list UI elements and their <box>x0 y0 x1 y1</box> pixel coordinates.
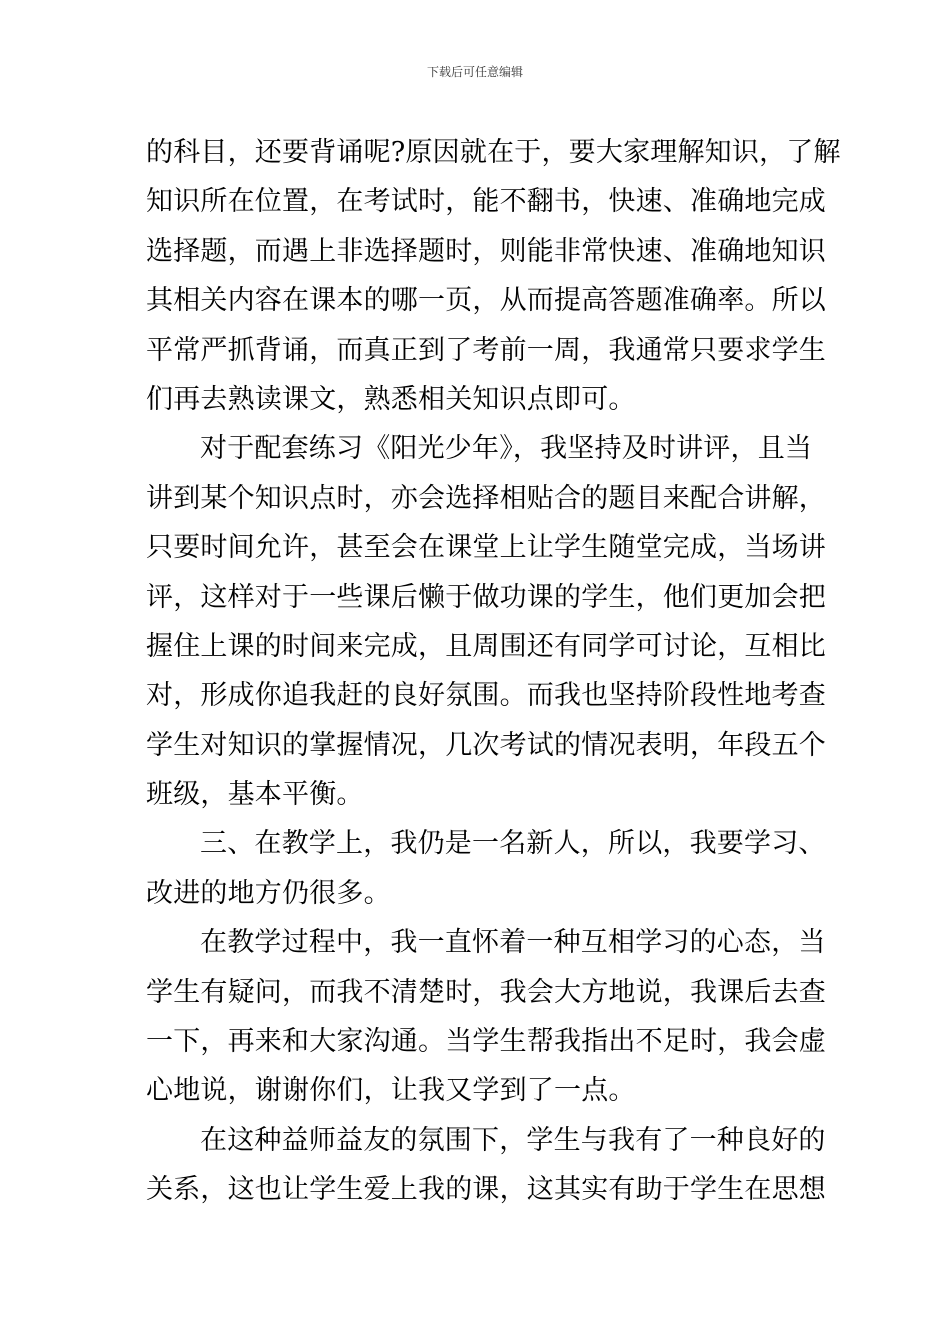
text-line: 评，这样对于一些课后懒于做功课的学生，他们更加会把 <box>146 581 826 613</box>
text-line: 学生有疑问，而我不清楚时，我会大方地说，我课后去查 <box>146 976 826 1008</box>
text-line: 一下，再来和大家沟通。当学生帮我指出不足时，我会虚 <box>146 1026 826 1058</box>
text-line: 对，形成你追我赶的良好氛围。而我也坚持阶段性地考查 <box>146 680 826 712</box>
page-header-note: 下载后可任意编辑 <box>426 65 523 79</box>
text-line: 三、在教学上，我仍是一名新人，所以，我要学习、 <box>200 828 826 860</box>
text-line: 的科目，还要背诵呢?原因就在于，要大家理解知识，了解 <box>146 137 841 168</box>
text-line: 平常严抓背诵，而真正到了考前一周，我通常只要求学生 <box>146 334 826 366</box>
text-line: 讲到某个知识点时，亦会选择相贴合的题目来配合讲解， <box>146 482 826 514</box>
text-line: 知识所在位置，在考试时，能不翻书，快速、准确地完成 <box>146 186 826 218</box>
text-line: 班级，基本平衡。 <box>146 779 364 811</box>
text-line: 选择题，而遇上非选择题时，则能非常快速、准确地知识 <box>146 235 826 267</box>
text-line: 在这种益师益友的氛围下，学生与我有了一种良好的 <box>200 1124 826 1156</box>
text-line: 握住上课的时间来完成，且周围还有同学可讨论，互相比 <box>146 630 826 662</box>
text-line: 学生对知识的掌握情况，几次考试的情况表明，年段五个 <box>146 729 826 761</box>
text-line: 对于配套练习《阳光少年》，我坚持及时讲评，且当 <box>200 433 813 465</box>
document-body <box>146 128 841 1215</box>
text-line: 关系，这也让学生爱上我的课，这其实有助于学生在思想 <box>146 1174 826 1206</box>
text-line: 心地说，谢谢你们，让我又学到了一点。 <box>146 1075 636 1107</box>
text-line: 在教学过程中，我一直怀着一种互相学习的心态，当 <box>200 927 826 959</box>
text-line: 改进的地方仍很多。 <box>146 877 391 909</box>
text-line: 其相关内容在课本的哪一页，从而提高答题准确率。所以 <box>146 285 826 317</box>
text-line: 们再去熟读课文，熟悉相关知识点即可。 <box>146 383 636 415</box>
text-line: 只要时间允许，甚至会在课堂上让学生随堂完成，当场讲 <box>146 532 826 564</box>
